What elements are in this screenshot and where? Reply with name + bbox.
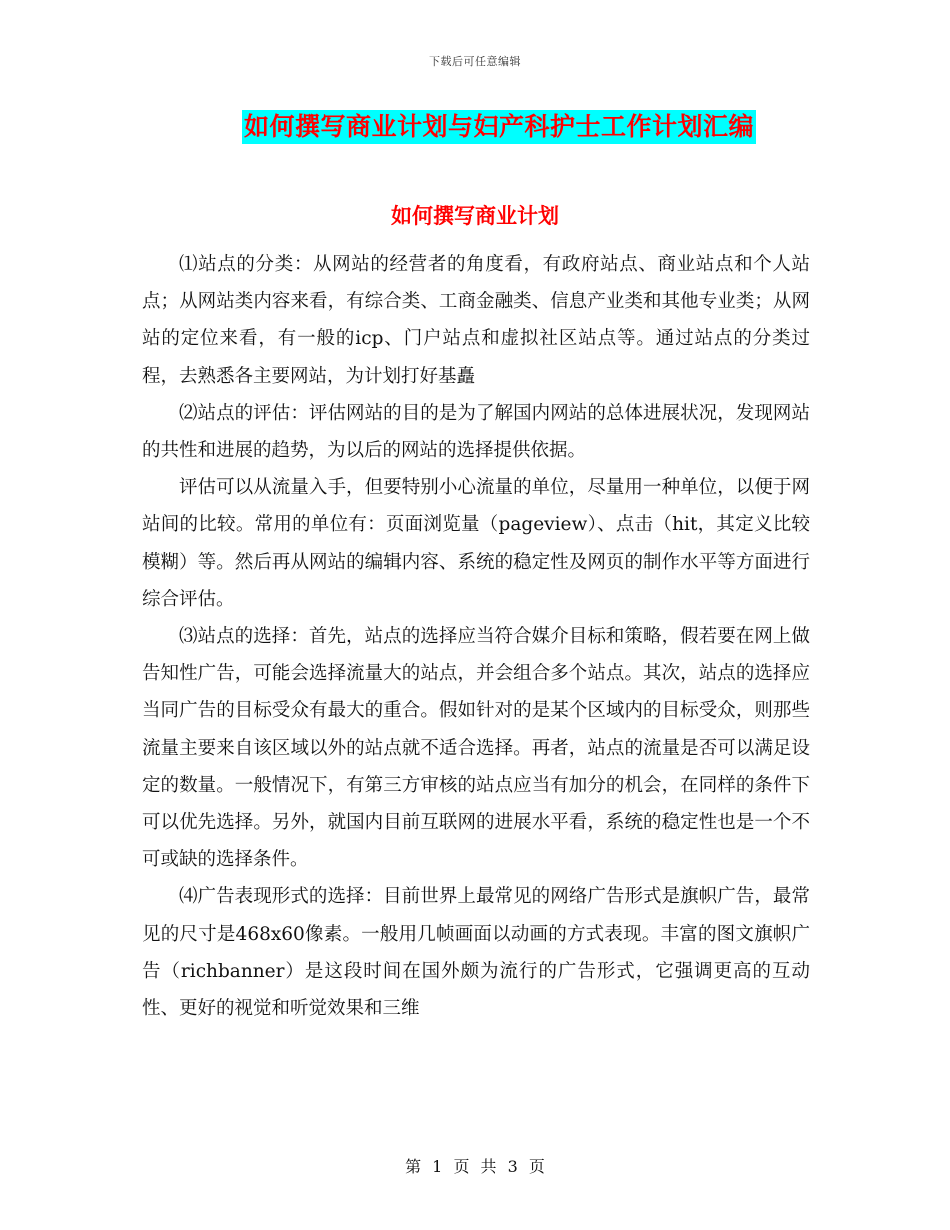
header-note: 下载后可任意编辑 — [429, 55, 521, 68]
section-title: 如何撰写商业计划 — [391, 203, 559, 228]
document-title: 如何撰写商业计划与妇产科护士工作计划汇编 — [242, 110, 756, 144]
paragraph: 评估可以从流量入手，但要特别小心流量的单位，尽量用一种单位，以便于网站间的比较。常用的单位有：页面浏览量（pageview）、点击（hit，其定义比较模糊）等。然后再从网站的编辑内容、系统的稳定性及网页的制作水平等方面进行综合评估。 — [142, 477, 810, 610]
paragraph: ⑶站点的选择：首先，站点的选择应当符合媒介目标和策略，假若要在网上做告知性广告，可能会选择流量大的站点，并会组合多个站点。其次，站点的选择应当同广告的目标受众有最大的重合。假如针对的是某个区域内的目标受众，则那些流量主要来自该区域以外的站点就不适合选择。再者，站点的流量是否可以满足设定的数量。一般情况下，有第三方审核的站点应当有加分的机会，在同样的条件下可以优先选择。另外，就国内目前互联网的进展水平看，系统的稳定性也是一个不可或缺的选择条件。 — [142, 626, 810, 871]
body-text — [142, 246, 810, 1027]
document-title-wrap — [0, 110, 950, 144]
page-number-footer: 第 1 页 共 3 页 — [405, 1157, 545, 1176]
paragraph: ⑷广告表现形式的选择：目前世界上最常见的网络广告形式是旗帜广告，最常见的尺寸是468x60像素。一般用几帧画面以动画的方式表现。丰富的图文旗帜广告（richbanner）是这段时间在国外颇为流行的广告形式，它强调更高的互动性、更好的视觉和听觉效果和三维 — [142, 886, 810, 1020]
paragraph: ⑴站点的分类：从网站的经营者的角度看，有政府站点、商业站点和个人站点；从网站类内容来看，有综合类、工商金融类、信息产业类和其他专业类；从网站的定位来看，有一般的icp、门户站点和虚拟社区站点等。通过站点的分类过程，去熟悉各主要网站，为计划打好基矗 — [142, 254, 810, 387]
paragraph: ⑵站点的评估：评估网站的目的是为了解国内网站的总体进展状况，发现网站的共性和进展的趋势，为以后的网站的选择提供依据。 — [142, 402, 810, 462]
